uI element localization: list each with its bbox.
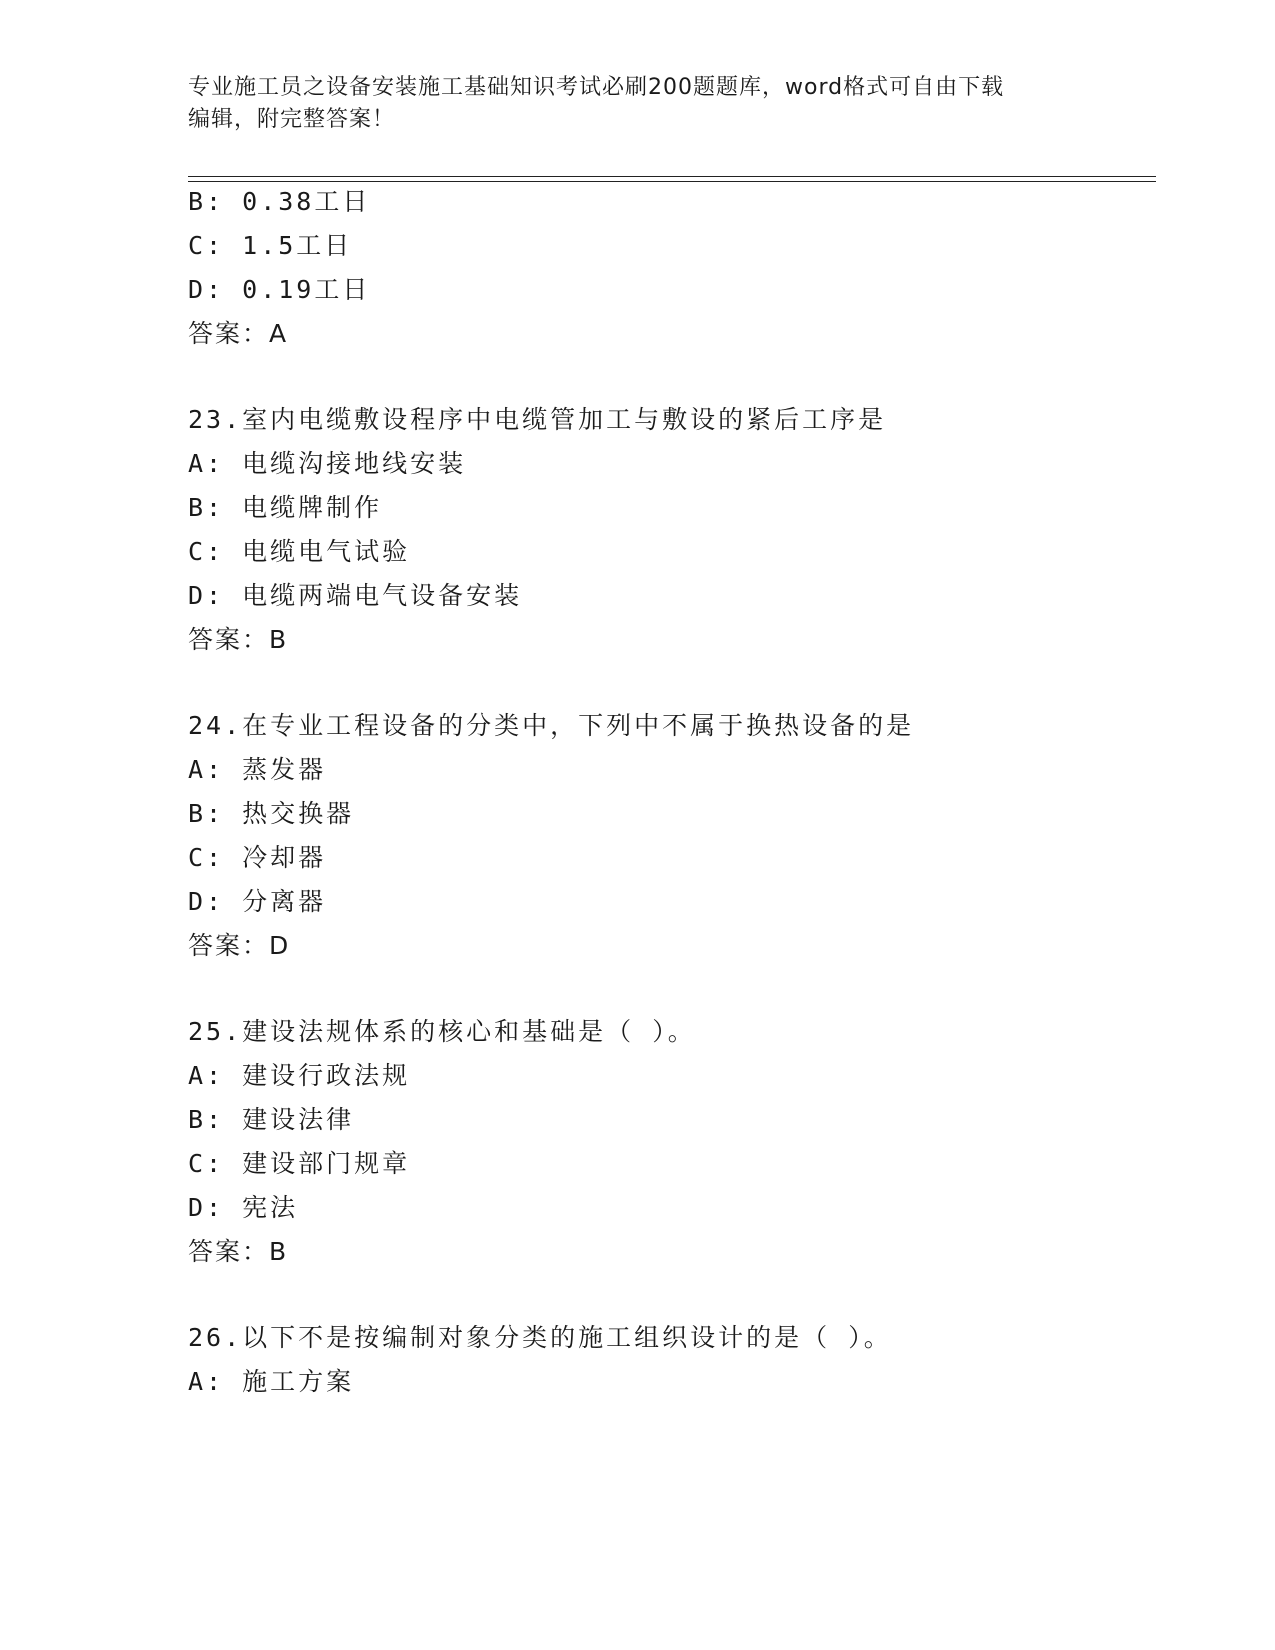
question-24-option-b: B: 热交换器 [188, 799, 355, 828]
question-24-option-c: C: 冷却器 [188, 843, 327, 872]
question-23-option-d: D: 电缆两端电气设备安装 [188, 581, 523, 610]
question-23-stem: 23.室内电缆敷设程序中电缆管加工与敷设的紧后工序是 [188, 405, 887, 434]
question-24-stem: 24.在专业工程设备的分类中，下列中不属于换热设备的是 [188, 711, 915, 740]
question-23-option-a: A: 电缆沟接地线安装 [188, 449, 467, 478]
header-title-line-2: 编辑，附完整答案！ [188, 107, 396, 132]
question-25-answer: 答案：B [188, 1237, 289, 1266]
question-25-option-d: D: 宪法 [188, 1193, 299, 1222]
question-26-stem: 26.以下不是按编制对象分类的施工组织设计的是（ ）。 [188, 1323, 892, 1352]
prev-option-b: B: 0.38工日 [188, 187, 371, 216]
question-25-stem: 25.建设法规体系的核心和基础是（ ）。 [188, 1017, 696, 1046]
prev-option-d: D: 0.19工日 [188, 275, 371, 304]
document-header [188, 72, 1068, 136]
question-25-option-a: A: 建设行政法规 [188, 1061, 411, 1090]
question-24-answer: 答案：D [188, 931, 291, 960]
question-26-option-a: A: 施工方案 [188, 1367, 355, 1396]
question-24-option-a: A: 蒸发器 [188, 755, 327, 784]
question-25-option-b: B: 建设法律 [188, 1105, 355, 1134]
question-23-answer: 答案：B [188, 625, 289, 654]
question-23-option-b: B: 电缆牌制作 [188, 493, 383, 522]
header-divider [188, 176, 1156, 182]
question-24-option-d: D: 分离器 [188, 887, 327, 916]
header-title-line-1: 专业施工员之设备安装施工基础知识考试必刷200题题库，word格式可自由下载 [188, 75, 1005, 100]
prev-option-c: C: 1.5工日 [188, 231, 353, 260]
prev-answer: 答案：A [188, 319, 289, 348]
question-23-option-c: C: 电缆电气试验 [188, 537, 411, 566]
question-25-option-c: C: 建设部门规章 [188, 1149, 411, 1178]
